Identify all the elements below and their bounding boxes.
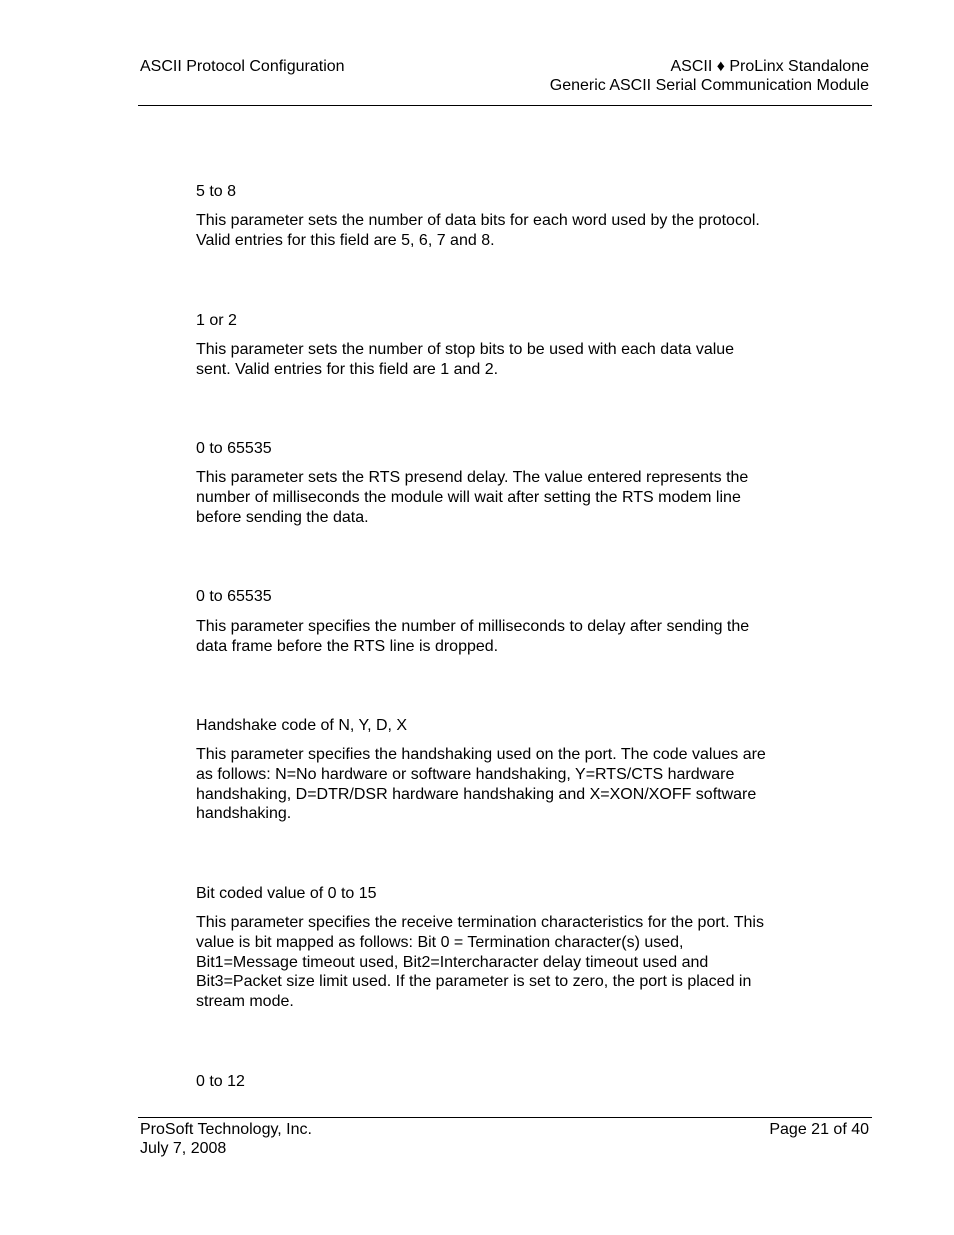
parameter-range: Bit coded value of 0 to 15 <box>196 885 377 902</box>
description-line: stream mode. <box>196 993 294 1011</box>
header-product-line: ASCII ♦ ProLinx Standalone <box>670 58 869 75</box>
header-divider <box>138 105 872 106</box>
parameter-range: 5 to 8 <box>196 183 237 200</box>
parameter-description <box>196 913 816 1012</box>
footer-company: ProSoft Technology, Inc. <box>140 1121 312 1138</box>
header-module-line: Generic ASCII Serial Communication Module <box>549 77 869 94</box>
footer-date: July 7, 2008 <box>140 1140 227 1157</box>
running-header-title: ASCII Protocol Configuration <box>140 58 345 75</box>
description-line: as follows: N=No hardware or software handshaking, Y=RTS/CTS hardware <box>196 765 735 783</box>
description-line: handshaking, D=DTR/DSR hardware handshaking and X=XON/XOFF software <box>196 785 757 803</box>
parameter-description <box>196 617 816 657</box>
parameter-description <box>196 340 816 380</box>
description-line: Valid entries for this field are 5, 6, 7 and 8. <box>196 231 495 249</box>
description-line: data frame before the RTS line is dropped. <box>196 637 499 655</box>
parameter-description <box>196 468 816 527</box>
footer-divider <box>138 1117 872 1118</box>
description-line: This parameter specifies the number of milliseconds to delay after sending the <box>196 618 750 635</box>
description-line: before sending the data. <box>196 508 369 526</box>
page-number: Page 21 of 40 <box>769 1121 869 1138</box>
parameter-range: Handshake code of N, Y, D, X <box>196 717 408 734</box>
description-line: This parameter specifies the handshaking used on the port. The code values are <box>196 746 766 763</box>
parameter-range: 1 or 2 <box>196 312 237 329</box>
description-line: This parameter specifies the receive termination characteristics for the port. This <box>196 914 764 931</box>
description-line: Bit3=Packet size limit used. If the parameter is set to zero, the port is placed in <box>196 973 752 991</box>
running-footer-publisher <box>140 1120 312 1158</box>
description-line: sent. Valid entries for this field are 1 and 2. <box>196 360 499 378</box>
description-line: This parameter sets the number of data bits for each word used by the protocol. <box>196 212 760 229</box>
description-line: This parameter sets the RTS presend delay. The value entered represents the <box>196 469 749 486</box>
running-header-product <box>550 57 869 95</box>
parameter-range: 0 to 65535 <box>196 440 272 457</box>
description-line: number of milliseconds the module will wait after setting the RTS modem line <box>196 488 741 506</box>
description-line: This parameter sets the number of stop bits to be used with each data value <box>196 341 735 358</box>
description-line: Bit1=Message timeout used, Bit2=Intercharacter delay timeout used and <box>196 953 709 971</box>
parameter-description <box>196 211 816 251</box>
parameter-description <box>196 745 816 824</box>
description-line: handshaking. <box>196 805 292 823</box>
parameter-range: 0 to 12 <box>196 1073 245 1090</box>
description-line: value is bit mapped as follows: Bit 0 = Termination character(s) used, <box>196 933 684 951</box>
parameter-range: 0 to 65535 <box>196 588 272 605</box>
